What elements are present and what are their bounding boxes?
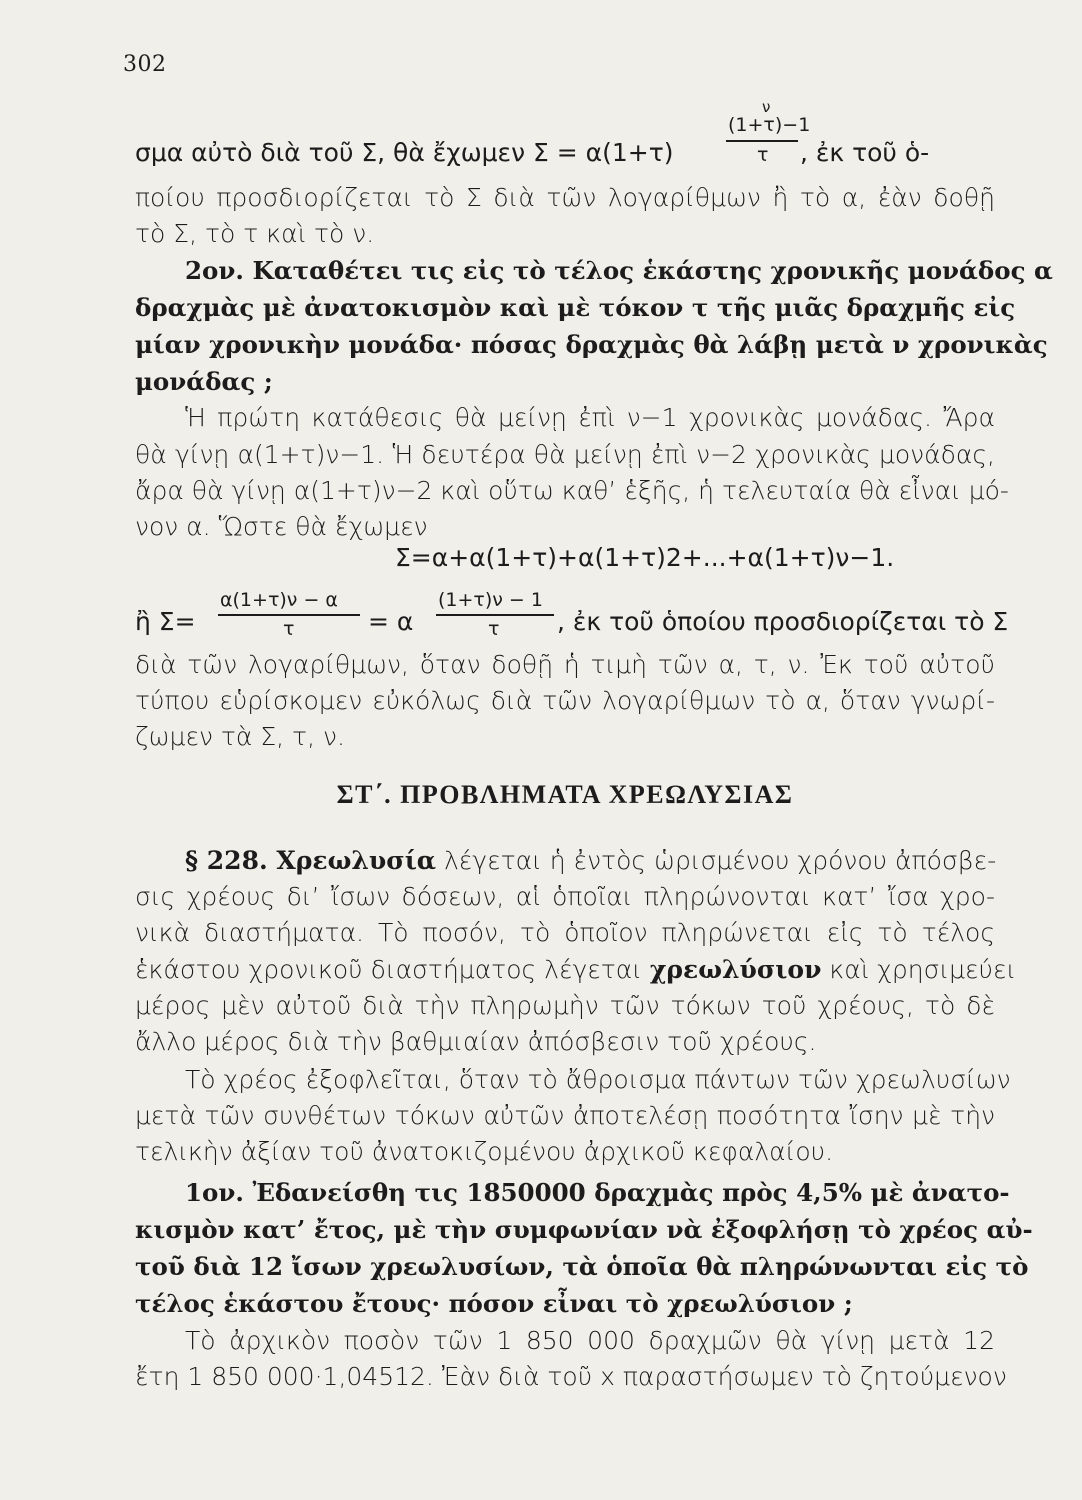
text-line: ἄρα θὰ γίνῃ α(1+τ)ν−2 καὶ οὕτω καθ’ ἑξῆς, ἡ τελευταία θὰ εἶναι μό-: [135, 476, 1009, 505]
text-line: νικὰ διαστήματα. Τὸ ποσόν, τὸ ὁποῖον πληρώνεται εἰς τὸ τέλος: [135, 918, 995, 947]
text-line: ζωμεν τὰ Σ, τ, ν.: [135, 722, 345, 751]
text-span: καὶ χρησιμεύει: [821, 955, 1017, 984]
formula-1-lhs: σμα αὐτὸ διὰ τοῦ Σ, θὰ ἔχωμεν Σ = α(1+τ): [135, 138, 674, 167]
text-line: Τὸ χρέος ἐξοφλεῖται, ὅταν τὸ ἄθροισμα πάντων τῶν χρεωλυσίων: [185, 1065, 1011, 1094]
text-line: διὰ τῶν λογαρίθμων, ὅταν δοθῇ ἡ τιμὴ τῶν α, τ, ν. Ἐκ τοῦ αὐτοῦ: [135, 650, 995, 679]
text-line: μέρος μὲν αὐτοῦ διὰ τὴν πληρωμὴν τῶν τόκων τοῦ χρέους, τὸ δὲ: [135, 991, 995, 1020]
text-line: θὰ γίνῃ α(1+τ)ν−1. Ἡ δευτέρα θὰ μείνῃ ἐπὶ ν−2 χρονικὰς μονάδας,: [135, 440, 995, 469]
paragraph-228-first-text: λέγεται ἡ ἐντὸς ὡρισμένου χρόνου ἀπόσβε-: [436, 846, 997, 875]
problem-2-line: μίαν χρονικὴν μονάδα· πόσας δραχμὰς θὰ λάβῃ μετὰ ν χρονικὰς: [135, 330, 1048, 359]
problem-1-line: τοῦ διὰ 12 ἴσων χρεωλυσίων, τὰ ὁποῖα θὰ πληρώνωνται εἰς τὸ: [135, 1252, 1029, 1281]
formula-2-fraction-bar-2: [436, 614, 554, 616]
formula-1-numerator: (1+τ)−1: [728, 114, 811, 136]
text-line: ποίου προσδιορίζεται τὸ Σ διὰ τῶν λογαρίθμων ἢ τὸ α, ἐὰν δοθῇ: [135, 183, 995, 212]
term-xreolysion: χρεωλύσιον: [649, 955, 822, 984]
text-line: νον α. Ὥστε θὰ ἔχωμεν: [135, 512, 428, 541]
formula-2-denominator-1: τ: [283, 618, 295, 640]
problem-1-line: 1ον. Ἐδανείσθη τις 1850000 δραχμὰς πρὸς 4,5% μὲ ἀνατο-: [185, 1178, 1010, 1207]
sum-formula: Σ=α+α(1+τ)+α(1+τ)2+...+α(1+τ)ν−1.: [395, 543, 895, 572]
text-line: ἔτη 1 850 000·1,04512. Ἐὰν διὰ τοῦ x παραστήσωμεν τὸ ζητούμενον: [135, 1362, 1007, 1391]
text-line: τελικὴν ἀξίαν τοῦ ἀνατοκιζομένου ἀρχικοῦ κεφαλαίου.: [135, 1137, 834, 1166]
formula-2-suffix: , ἐκ τοῦ ὁποίου προσδιορίζεται τὸ Σ: [557, 607, 1009, 636]
text-line: τύπου εὑρίσκομεν εὐκόλως διὰ τῶν λογαρίθμων τὸ α, ὅταν γνωρί-: [135, 686, 995, 715]
problem-1-line: κισμὸν κατ’ ἔτος, μὲ τὴν συμφωνίαν νὰ ἐξοφλήσῃ τὸ χρέος αὐ-: [135, 1215, 1033, 1244]
paragraph-228-label: § 228. Χρεωλυσία: [185, 846, 437, 875]
problem-2-line: 2ον. Καταθέτει τις εἰς τὸ τέλος ἑκάστης χρονικῆς μονάδος α: [185, 256, 1053, 285]
text-line: σις χρέους δι’ ἴσων δόσεων, αἱ ὁποῖαι πληρώνονται κατ’ ἴσα χρο-: [135, 882, 995, 911]
formula-2-prefix: ἢ Σ=: [135, 607, 196, 636]
paragraph-228-line-4: [135, 955, 1017, 985]
text-line: Ἡ πρώτη κατάθεσις θὰ μείνῃ ἐπὶ ν−1 χρονικὰς μονάδας. Ἄρα: [185, 403, 995, 432]
formula-1-denominator: τ: [757, 144, 769, 166]
formula-1-rhs: , ἐκ τοῦ ὁ-: [800, 138, 930, 167]
text-line: τὸ Σ, τὸ τ καὶ τὸ ν.: [135, 219, 375, 248]
page-number: 302: [123, 52, 167, 77]
problem-2-line: μονάδας ;: [135, 367, 273, 396]
paragraph-228-line-1: [185, 846, 995, 876]
text-line: ἄλλο μέρος διὰ τὴν βαθμιαίαν ἀπόσβεσιν τοῦ χρέους.: [135, 1027, 817, 1056]
text-span: ἑκάστου χρονικοῦ διαστήματος λέγεται: [135, 955, 650, 984]
formula-2-denominator-2: τ: [488, 618, 500, 640]
formula-2-numerator-1: α(1+τ)ν − α: [220, 589, 338, 611]
formula-1-superscript: ν: [762, 98, 771, 116]
section-heading: ΣΤ΄. ΠΡΟΒΛΗΜΑΤΑ ΧΡΕΩΛΥΣΙΑΣ: [336, 780, 794, 809]
problem-1-line: τέλος ἑκάστου ἔτους· πόσον εἶναι τὸ χρεωλύσιον ;: [135, 1289, 853, 1318]
text-line: μετὰ τῶν συνθέτων τόκων αὐτῶν ἀποτελέσῃ ποσότητα ἴσην μὲ τὴν: [135, 1101, 995, 1130]
problem-2-line: δραχμὰς μὲ ἀνατοκισμὸν καὶ μὲ τόκον τ τῆς μιᾶς δραχμῆς εἰς: [135, 293, 1016, 322]
formula-line-1: [135, 138, 674, 168]
formula-2-numerator-2: (1+τ)ν − 1: [438, 589, 543, 611]
formula-2-fraction-bar-1: [218, 614, 360, 616]
formula-1-fraction-bar: [726, 140, 798, 142]
formula-2-middle: = α: [368, 607, 414, 636]
text-line: Τὸ ἀρχικὸν ποσὸν τῶν 1 850 000 δραχμῶν θὰ γίνῃ μετὰ 12: [185, 1326, 995, 1355]
